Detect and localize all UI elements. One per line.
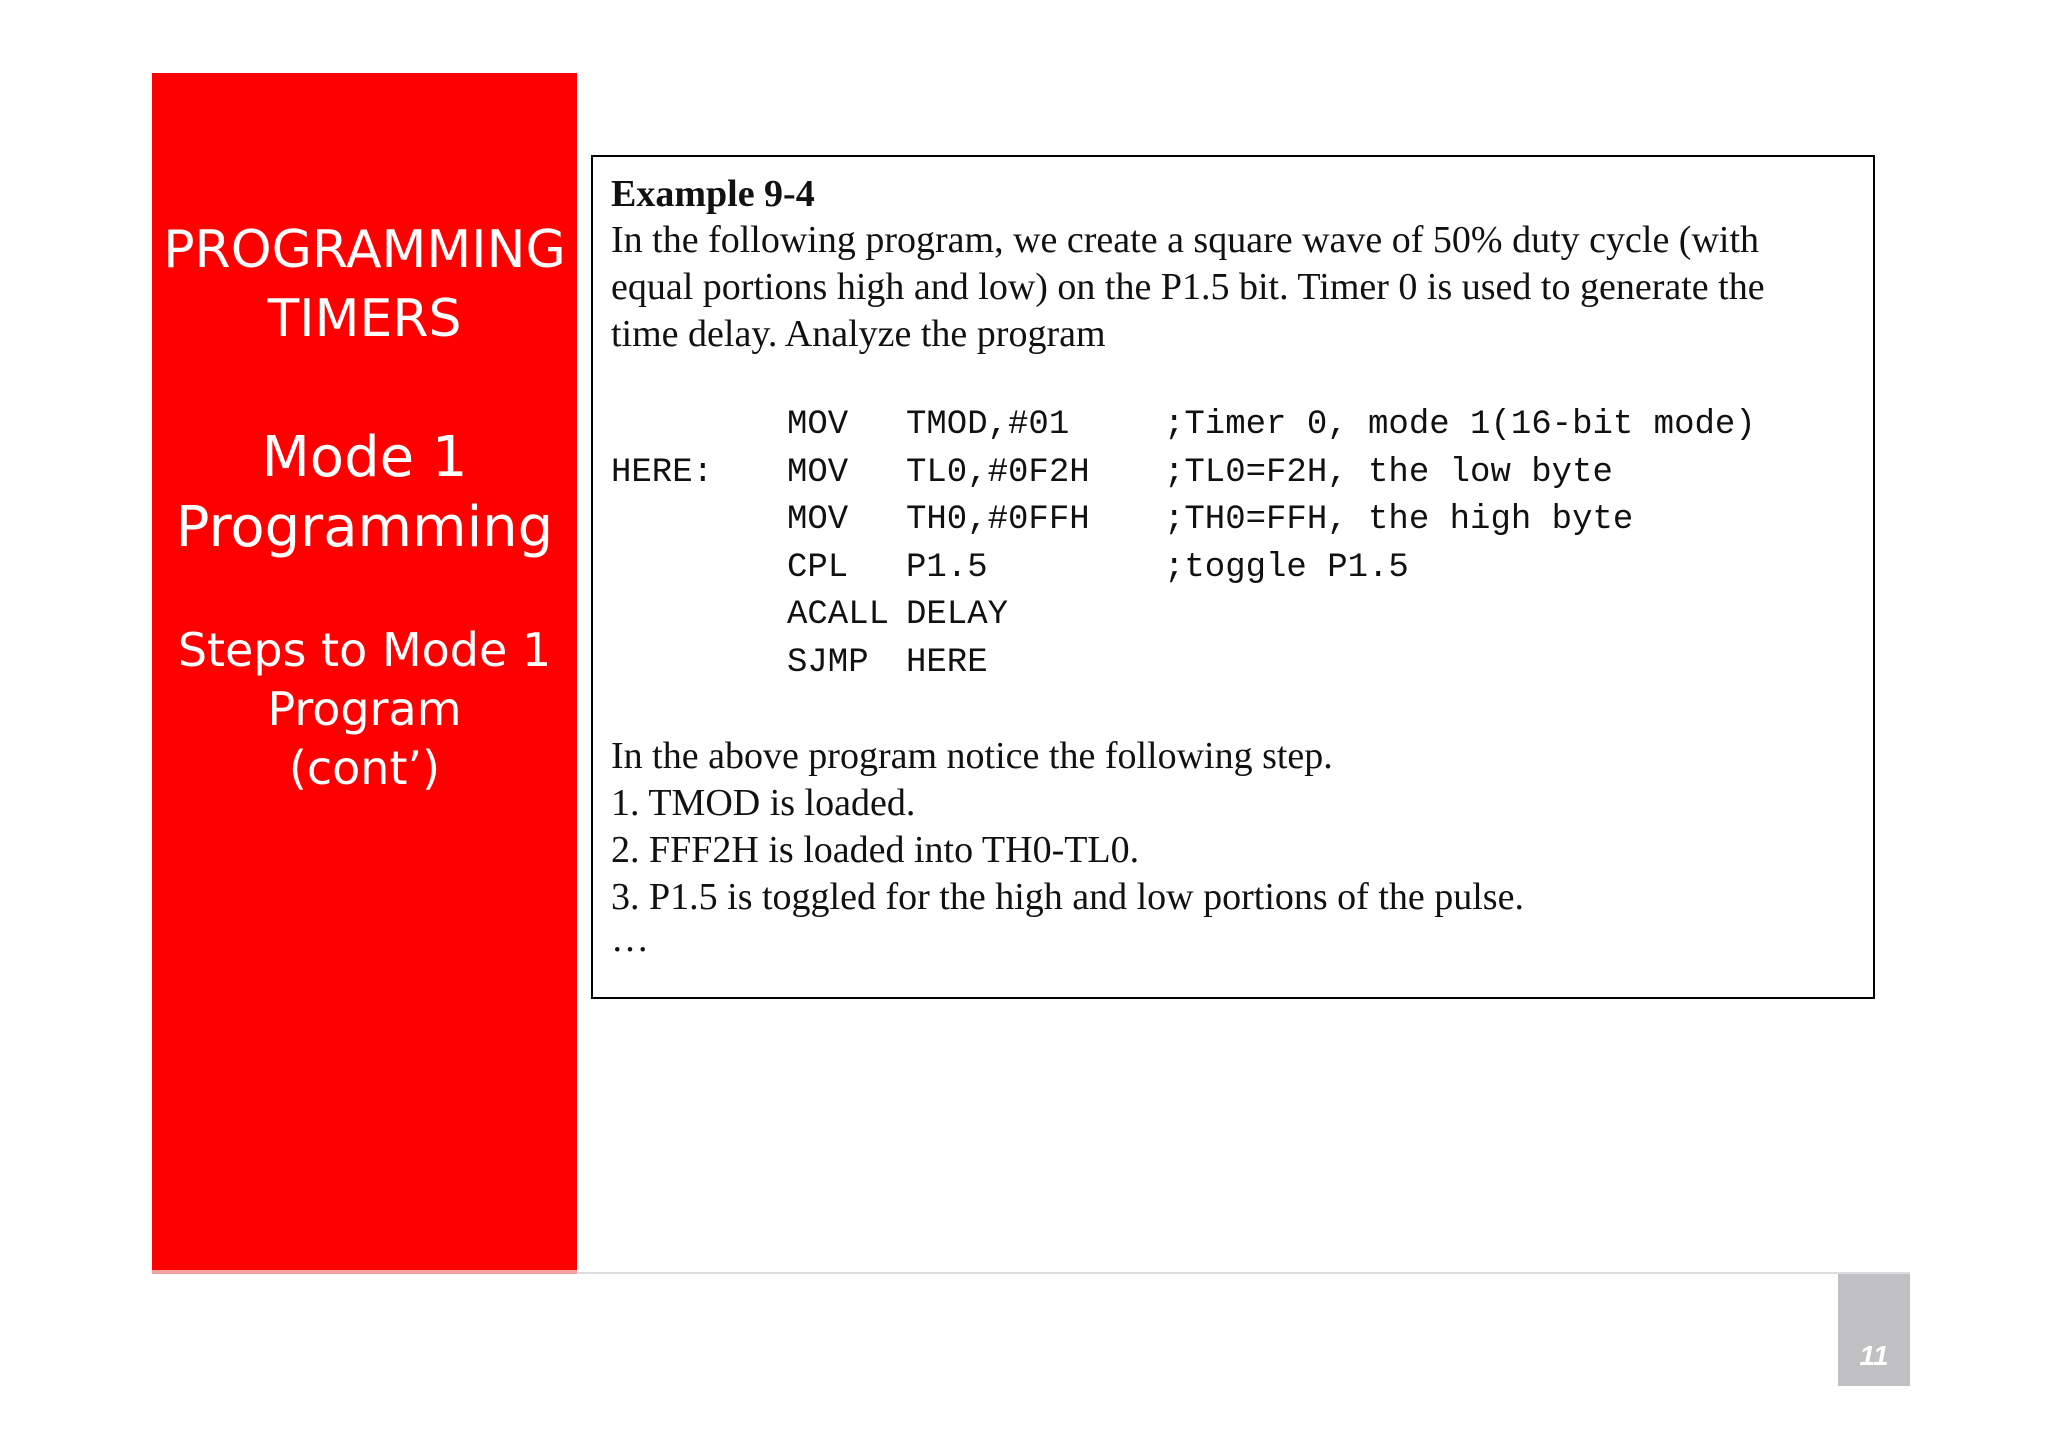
sidebar-section-line: (cont’) bbox=[288, 741, 441, 795]
code-opcode: MOV bbox=[787, 453, 849, 492]
footer-divider-accent bbox=[152, 1270, 577, 1274]
code-operand: TH0,#0FFH bbox=[906, 501, 1090, 539]
code-opcode: SJMP bbox=[787, 643, 869, 682]
code-opcode: MOV bbox=[787, 406, 849, 444]
example-intro bbox=[611, 217, 1861, 358]
intro-line: equal portions high and low) on the P1.5 bit. Timer 0 is used to generate the bbox=[611, 266, 1765, 308]
code-opcode: ACALL bbox=[787, 596, 890, 634]
code-comment: ;TH0=FFH, the high byte bbox=[1164, 501, 1634, 539]
code-opcode: MOV bbox=[787, 501, 849, 539]
code-operand: HERE bbox=[906, 643, 988, 682]
sidebar-section-line: Program bbox=[267, 682, 462, 736]
sidebar-section-heading bbox=[152, 621, 577, 798]
notes-line: In the above program notice the following step. bbox=[611, 735, 1333, 777]
code-operand: TL0,#0F2H bbox=[906, 453, 1090, 492]
intro-line: In the following program, we create a square wave of 50% duty cycle (with bbox=[611, 219, 1760, 261]
continuation-ellipsis: … bbox=[611, 918, 655, 960]
sidebar-subtitle-line: Mode 1 bbox=[261, 425, 468, 490]
code-operand: P1.5 bbox=[906, 548, 988, 587]
page-number-box bbox=[1838, 1274, 1910, 1386]
code-comment: ;Timer 0, mode 1(16-bit mode) bbox=[1164, 406, 1756, 444]
page-number: 11 bbox=[1859, 1340, 1889, 1371]
sidebar-title-line: TIMERS bbox=[267, 289, 462, 349]
intro-line: time delay. Analyze the program bbox=[611, 313, 1106, 355]
notes-line: 3. P1.5 is toggled for the high and low portions of the pulse. bbox=[611, 876, 1524, 918]
notes-line: 1. TMOD is loaded. bbox=[611, 782, 916, 824]
example-box bbox=[591, 155, 1875, 999]
code-operand: TMOD,#01 bbox=[906, 406, 1070, 444]
sidebar-panel bbox=[152, 73, 577, 1270]
example-notes bbox=[611, 733, 1861, 921]
sidebar-title-line: PROGRAMMING bbox=[163, 220, 566, 280]
sidebar-subtitle bbox=[152, 423, 577, 563]
notes-line: 2. FFF2H is loaded into TH0-TL0. bbox=[611, 829, 1140, 871]
sidebar-title bbox=[152, 216, 577, 354]
code-opcode: CPL bbox=[787, 548, 849, 587]
sidebar-section-line: Steps to Mode 1 bbox=[177, 623, 552, 677]
sidebar-subtitle-line: Programming bbox=[175, 495, 554, 560]
code-label: HERE: bbox=[611, 453, 714, 492]
example-title: Example 9-4 bbox=[611, 173, 815, 215]
code-comment: ;toggle P1.5 bbox=[1164, 548, 1409, 587]
code-operand: DELAY bbox=[906, 596, 1009, 634]
code-comment: ;TL0=F2H, the low byte bbox=[1164, 453, 1613, 492]
